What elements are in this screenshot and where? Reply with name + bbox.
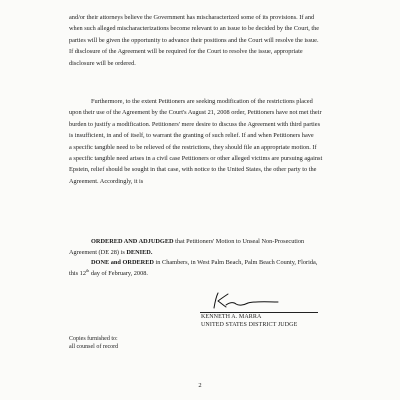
- denied-text: DENIED.: [126, 249, 153, 257]
- order-paragraph: [69, 236, 351, 259]
- paragraph-line: If disclosure of the Agreement will be required for the Court to resolve the issue, appropriate: [69, 48, 303, 56]
- done-line-1: [69, 257, 351, 268]
- page-number: 2: [198, 382, 202, 389]
- order-line-1: [69, 236, 351, 247]
- order-text: that Petitioners' Motion to Unseal Non-Prosecution: [173, 238, 305, 245]
- paragraph-line: and/or their attorneys believe the Government has mischaracterized some of its provisions. If and: [69, 14, 315, 21]
- paragraph-line: when such alleged mischaracterizations become relevant to an issue to be decided by the Court, the: [69, 25, 320, 33]
- paragraph-line: a specific tangible need to be relieved of the restrictions, they should file an appropriate motion. If: [69, 143, 317, 151]
- copies-furnished: [69, 335, 118, 351]
- paragraph-2: [69, 96, 351, 187]
- date-ordinal: th: [85, 268, 90, 274]
- done-paragraph: [69, 257, 351, 280]
- paragraph-1: [69, 12, 351, 69]
- paragraph-line: is insufficient, in and of itself, to warrant the granting of such relief. If and when Petitioners have: [69, 132, 314, 140]
- copies-line: all counsel of record: [69, 344, 119, 351]
- paragraph-line: parties will be given the opportunity to advance their positions and the Court will resolve the issue.: [69, 36, 319, 44]
- handwritten-signature: [206, 290, 301, 312]
- paragraph-line: Furthermore, to the extent Petitioners are seeking modification of the restrictions placed: [91, 98, 313, 105]
- copies-line: Copies furnished to:: [69, 336, 118, 342]
- judge-title: UNITED STATES DISTRICT JUDGE: [201, 322, 298, 328]
- order-text: Agreement (DE 28) is: [69, 249, 127, 257]
- paragraph-line: upon their use of the Agreement by the Court's August 21, 2008 order, Petitioners have not met their: [69, 109, 322, 117]
- date-suffix: day of February, 2008.: [89, 270, 148, 278]
- done-line-2: [69, 268, 351, 279]
- paragraph-line: burden to justify a modification. Petitioners' mere desire to discuss the Agreement with third parties: [69, 120, 321, 128]
- judge-name: KENNETH A. MARRA: [201, 314, 262, 320]
- paragraph-line: a specific tangible need arises in a civil case Petitioners or other alleged victims are pursuing against: [69, 155, 323, 163]
- done-and-ordered: DONE and ORDERED: [91, 259, 154, 266]
- done-text: in Chambers, in West Palm Beach, Palm Beach County, Florida,: [153, 259, 318, 266]
- ordered-and-adjudged: ORDERED AND ADJUDGED: [91, 238, 174, 245]
- paragraph-line: Agreement. Accordingly, it is: [69, 177, 144, 185]
- date-prefix: this 12: [69, 270, 86, 278]
- paragraph-line: Epstein, relief should be sought in that case, with notice to the United States, the other party to the: [69, 166, 317, 174]
- judge-block: [201, 313, 297, 329]
- paragraph-line: disclosure will be ordered.: [69, 59, 136, 67]
